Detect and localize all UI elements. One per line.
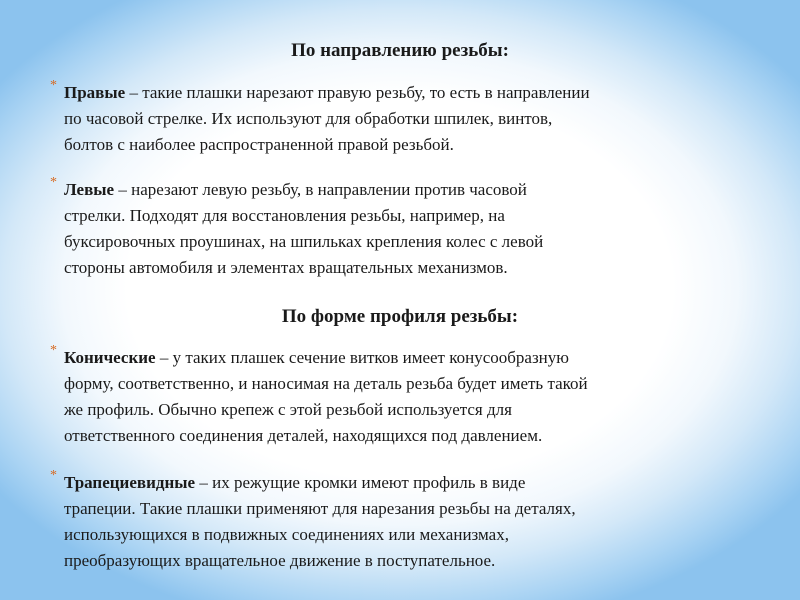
bullet-left-thread xyxy=(46,177,786,281)
bullet-text: – у таких плашек сечение витков имеет конусообразную xyxy=(155,348,569,367)
bullet-line: стрелки. Подходят для восстановления резьбы, например, на xyxy=(64,206,505,225)
bullet-term: Трапециевидные xyxy=(64,473,196,492)
bullet-trapezoidal-thread xyxy=(46,470,786,574)
bullet-line: буксировочных проушинах, на шпильках крепления колес с левой xyxy=(64,232,544,251)
bullet-line: ответственного соединения деталей, находящихся под давлением. xyxy=(64,426,543,445)
bullet-line xyxy=(46,345,786,371)
bullet-text: – их режущие кромки имеют профиль в виде xyxy=(195,473,526,492)
bullet-line xyxy=(46,80,786,106)
bullet-term: Конические xyxy=(64,348,156,367)
bullet-text: – нарезают левую резьбу, в направлении против часовой xyxy=(114,180,527,199)
bullet-line: преобразующих вращательное движение в поступательное. xyxy=(64,551,496,570)
bullet-asterisk-icon: * xyxy=(50,175,57,190)
bullet-line: по часовой стрелке. Их используют для обработки шпилек, винтов, xyxy=(64,109,553,128)
bullet-asterisk-icon: * xyxy=(50,343,57,358)
bullet-right-thread xyxy=(46,80,786,158)
bullet-asterisk-icon: * xyxy=(50,78,57,93)
bullet-conical-thread xyxy=(46,345,786,449)
bullet-line: трапеции. Такие плашки применяют для нарезания резьбы на деталях, xyxy=(64,499,576,518)
bullet-text: – такие плашки нарезают правую резьбу, то есть в направлении xyxy=(125,83,590,102)
bullet-line: стороны автомобиля и элементах вращательных механизмов. xyxy=(64,258,508,277)
bullet-asterisk-icon: * xyxy=(50,468,57,483)
bullet-line xyxy=(46,470,786,496)
bullet-line: форму, соответственно, и наносимая на деталь резьба будет иметь такой xyxy=(64,374,588,393)
bullet-line xyxy=(46,177,786,203)
bullet-term: Правые xyxy=(64,83,126,102)
bullet-line: использующихся в подвижных соединениях или механизмах, xyxy=(64,525,509,544)
section-heading-direction: По направлению резьбы: xyxy=(291,40,509,61)
section-heading-profile: По форме профиля резьбы: xyxy=(281,306,519,327)
bullet-line: же профиль. Обычно крепеж с этой резьбой используется для xyxy=(64,400,512,419)
bullet-line: болтов с наиболее распространенной правой резьбой. xyxy=(64,135,454,154)
bullet-term: Левые xyxy=(64,180,115,199)
